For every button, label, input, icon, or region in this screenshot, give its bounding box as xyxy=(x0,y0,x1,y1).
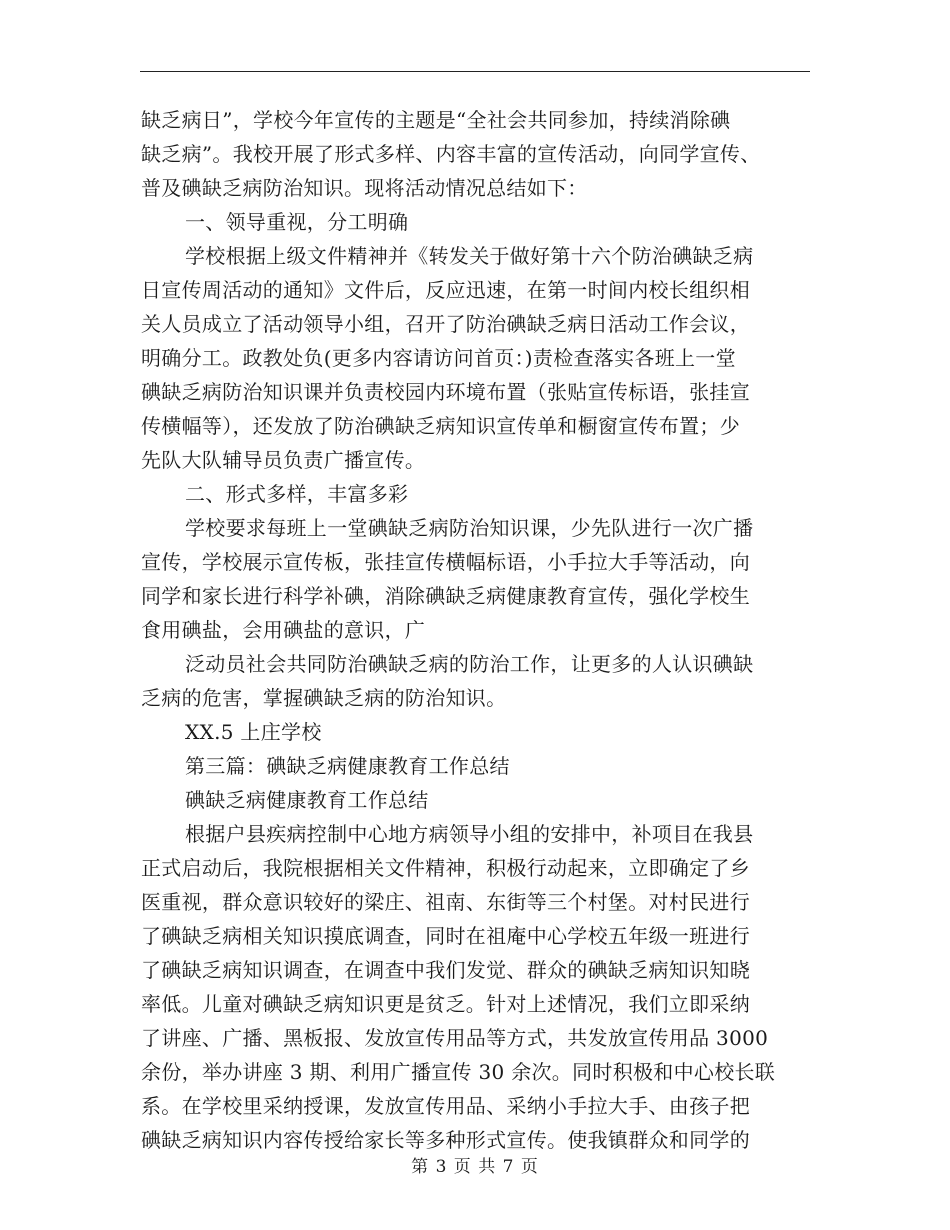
text-line: 率低。儿童对碘缺乏病知识更是贫乏。针对上述情况，我们立即采纳 xyxy=(141,992,750,1016)
page-number-footer: 第 3 页 共 7 页 xyxy=(411,1157,539,1177)
text-line: 传横幅等），还发放了防治碘缺乏病知识宣传单和橱窗宣传布置；少 xyxy=(141,414,740,438)
text-line: 碘缺乏病防治知识课并负责校园内环境布置（张贴宣传标语，张挂宣 xyxy=(141,380,750,404)
text-line: 了碘缺乏病相关知识摸底调查，同时在祖庵中心学校五年级一班进行 xyxy=(141,924,750,948)
text-line: 根据户县疾病控制中心地方病领导小组的安排中，补项目在我县 xyxy=(185,822,754,846)
text-line: 食用碘盐，会用碘盐的意识，广 xyxy=(141,618,426,642)
text-line: 正式启动后，我院根据相关文件精神，积极行动起来，立即确定了乡 xyxy=(141,856,750,880)
text-line: 关人员成立了活动领导小组，召开了防治碘缺乏病日活动工作会议， xyxy=(141,312,750,336)
text-line: 了碘缺乏病知识调查，在调查中我们发觉、群众的碘缺乏病知识知晓 xyxy=(141,958,750,982)
text-line: 缺乏病日”，学校今年宣传的主题是“全社会共同参加，持续消除碘 xyxy=(141,108,731,132)
text-line: 日宣传周活动的通知》文件后，反应迅速，在第一时间内校长组织相 xyxy=(141,278,750,302)
text-line: 碘缺乏病健康教育工作总结 xyxy=(185,788,429,812)
text-line: 普及碘缺乏病防治知识。现将活动情况总结如下： xyxy=(141,176,588,200)
text-line: XX.5 上庄学校 xyxy=(185,720,322,744)
text-line: 学校根据上级文件精神并《转发关于做好第十六个防治碘缺乏病 xyxy=(185,244,754,268)
text-line: 同学和家长进行科学补碘，消除碘缺乏病健康教育宣传，强化学校生 xyxy=(141,584,750,608)
text-line: 了讲座、广播、黑板报、发放宣传用品等方式，共发放宣传用品 3000 xyxy=(141,1026,769,1050)
text-line: 泛动员社会共同防治碘缺乏病的防治工作，让更多的人认识碘缺 xyxy=(185,652,754,676)
text-line: 系。在学校里采纳授课，发放宣传用品、采纳小手拉大手、由孩子把 xyxy=(141,1094,750,1118)
header-rule xyxy=(140,71,810,72)
text-line: 明确分工。政教处负(更多内容请访问首页：)责检查落实各班上一堂 xyxy=(141,346,736,370)
text-line: 余份，举办讲座 3 期、利用广播宣传 30 余次。同时积极和中心校长联 xyxy=(141,1060,776,1084)
text-line: 缺乏病”。我校开展了形式多样、内容丰富的宣传活动，向同学宣传、 xyxy=(141,142,761,166)
text-line: 二、形式多样，丰富多彩 xyxy=(185,482,409,506)
text-line: 碘缺乏病知识内容传授给家长等多种形式宣传。使我镇群众和同学的 xyxy=(141,1128,750,1152)
text-line: 医重视，群众意识较好的梁庄、祖南、东街等三个村堡。对村民进行 xyxy=(141,890,750,914)
text-line: 先队大队辅导员负责广播宣传。 xyxy=(141,448,426,472)
text-line: 一、领导重视，分工明确 xyxy=(185,210,409,234)
text-line: 乏病的危害，掌握碘缺乏病的防治知识。 xyxy=(141,686,507,710)
document-body xyxy=(141,103,811,1157)
text-line: 学校要求每班上一堂碘缺乏病防治知识课，少先队进行一次广播 xyxy=(185,516,754,540)
text-line: 宣传，学校展示宣传板，张挂宣传横幅标语，小手拉大手等活动，向 xyxy=(141,550,750,574)
text-line: 第三篇：碘缺乏病健康教育工作总结 xyxy=(185,754,510,778)
